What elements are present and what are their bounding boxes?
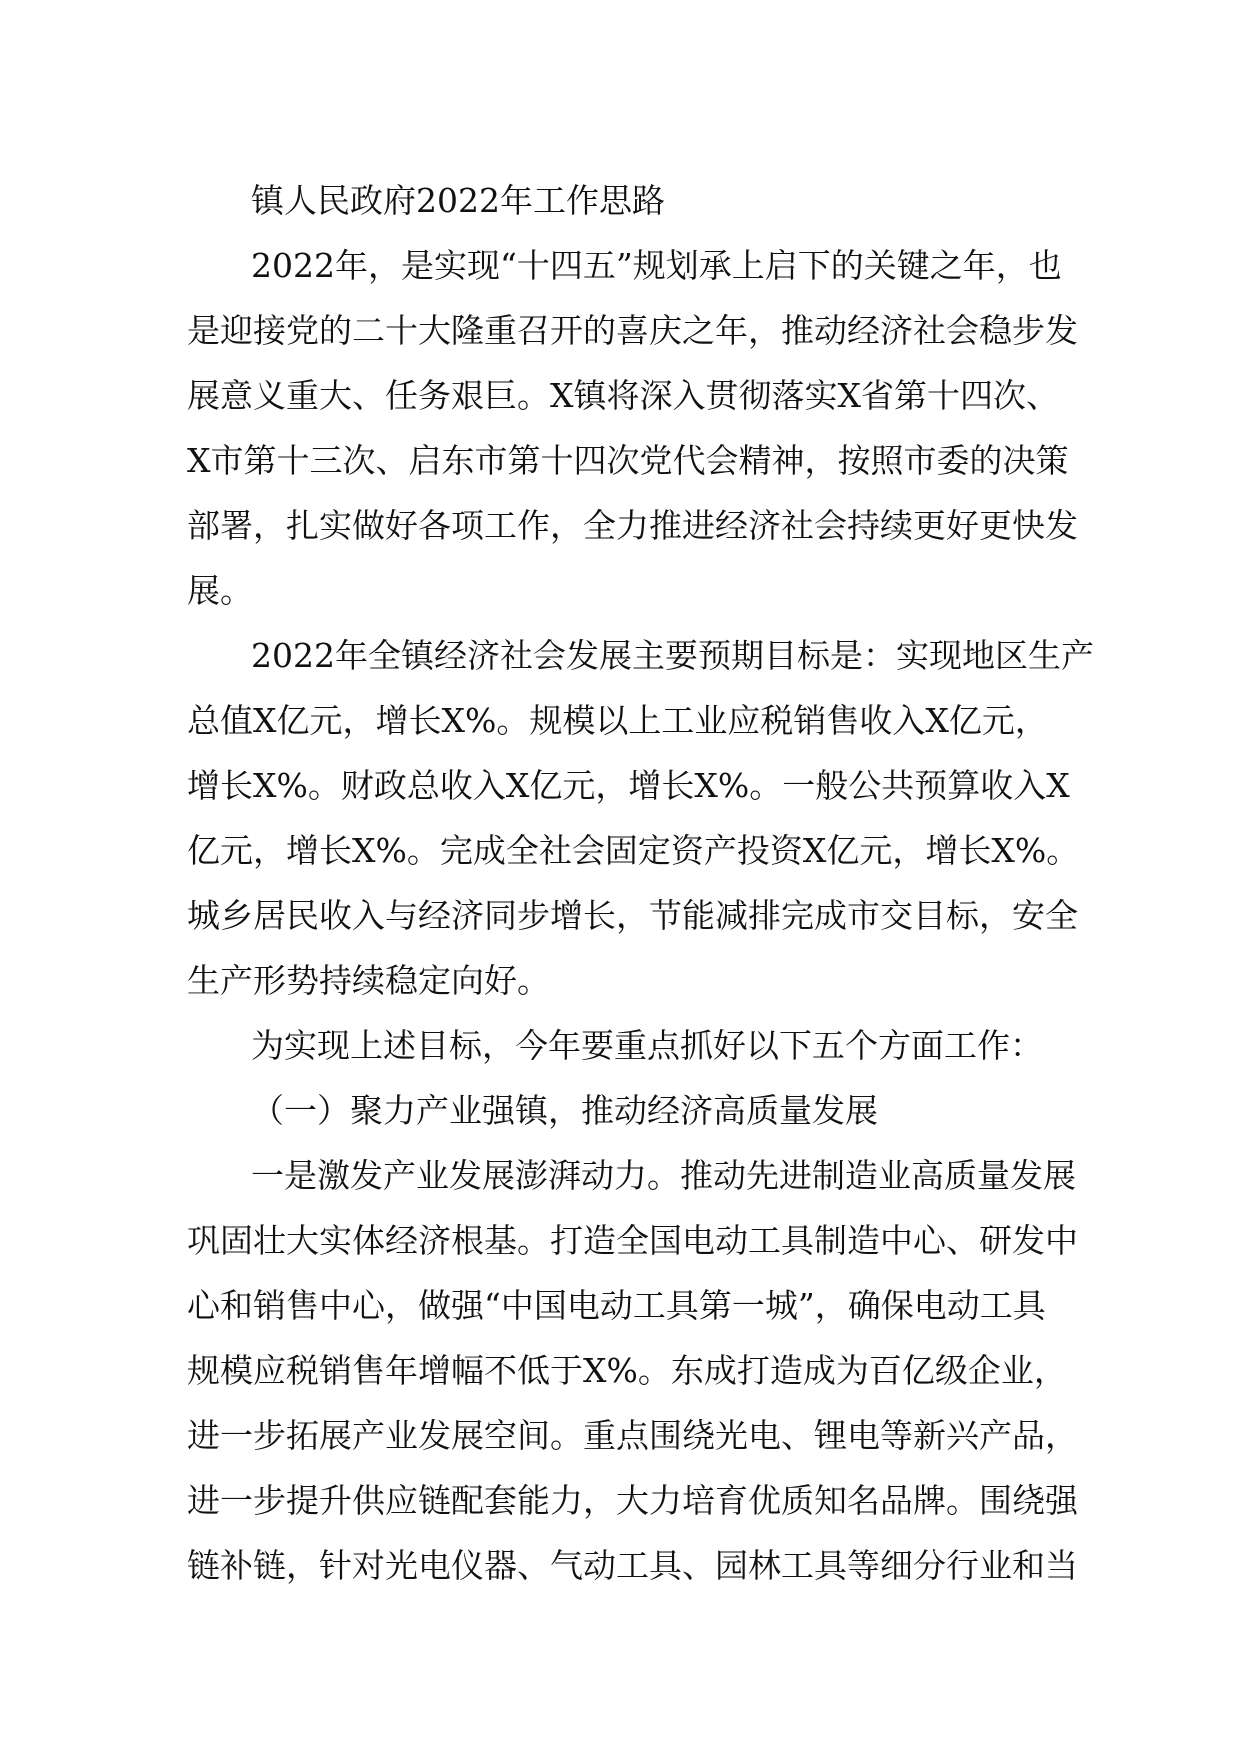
title-text: 镇人民政府2022年工作思路 xyxy=(251,181,665,220)
document-title xyxy=(187,168,1067,233)
text-line: 生产形势持续稳定向好。 xyxy=(187,961,550,1000)
text-line: 展。 xyxy=(187,571,253,610)
text-line: 总值X亿元，增长X%。规模以上工业应税销售收入X亿元， xyxy=(187,701,1048,740)
text-line: 链补链，针对光电仪器、气动工具、园林工具等细分行业和当 xyxy=(187,1546,1078,1585)
text-line: 增长X%。财政总收入X亿元，增长X%。一般公共预算收入X xyxy=(187,766,1070,805)
text-line: 一是激发产业发展澎湃动力。推动先进制造业高质量发展 xyxy=(251,1156,1076,1195)
text-line: 2022年全镇经济社会发展主要预期目标是：实现地区生产 xyxy=(251,636,1094,675)
text-line: 进一步提升供应链配套能力，大力培育优质知名品牌。围绕强 xyxy=(187,1481,1078,1520)
text-line: 部署，扎实做好各项工作，全力推进经济社会持续更好更快发 xyxy=(187,506,1078,545)
text-line: X市第十三次、启东市第十四次党代会精神，按照市委的决策 xyxy=(187,441,1069,480)
heading-text: （一）聚力产业强镇，推动经济高质量发展 xyxy=(251,1091,878,1130)
text-line: 进一步拓展产业发展空间。重点围绕光电、锂电等新兴产品， xyxy=(187,1416,1078,1455)
text-line: 巩固壮大实体经济根基。打造全国电动工具制造中心、研发中 xyxy=(187,1221,1078,1260)
document-body xyxy=(187,168,1094,1598)
text-line: 城乡居民收入与经济同步增长，节能减排完成市交目标，安全 xyxy=(187,896,1078,935)
paragraph-targets xyxy=(187,623,1094,1013)
text-line: 规模应税销售年增幅不低于X%。东成打造成为百亿级企业， xyxy=(187,1351,1067,1390)
text-line: 亿元，增长X%。完成全社会固定资产投资X亿元，增长X%。 xyxy=(187,831,1080,870)
paragraph-section-1-body xyxy=(187,1143,1078,1598)
text-line: 是迎接党的二十大隆重召开的喜庆之年，推动经济社会稳步发 xyxy=(187,311,1078,350)
text-line: 展意义重大、任务艰巨。X镇将深入贯彻落实X省第十四次、 xyxy=(187,376,1059,415)
text-line: 心和销售中心，做强“中国电动工具第一城”，确保电动工具 xyxy=(187,1286,1046,1325)
text-line: 为实现上述目标，今年要重点抓好以下五个方面工作： xyxy=(251,1026,1043,1065)
paragraph-intro xyxy=(187,233,1078,623)
text-line: 2022年，是实现“十四五”规划承上启下的关键之年，也 xyxy=(251,246,1062,285)
paragraph-lead-in xyxy=(187,1013,1067,1078)
section-1-heading xyxy=(187,1078,1067,1143)
